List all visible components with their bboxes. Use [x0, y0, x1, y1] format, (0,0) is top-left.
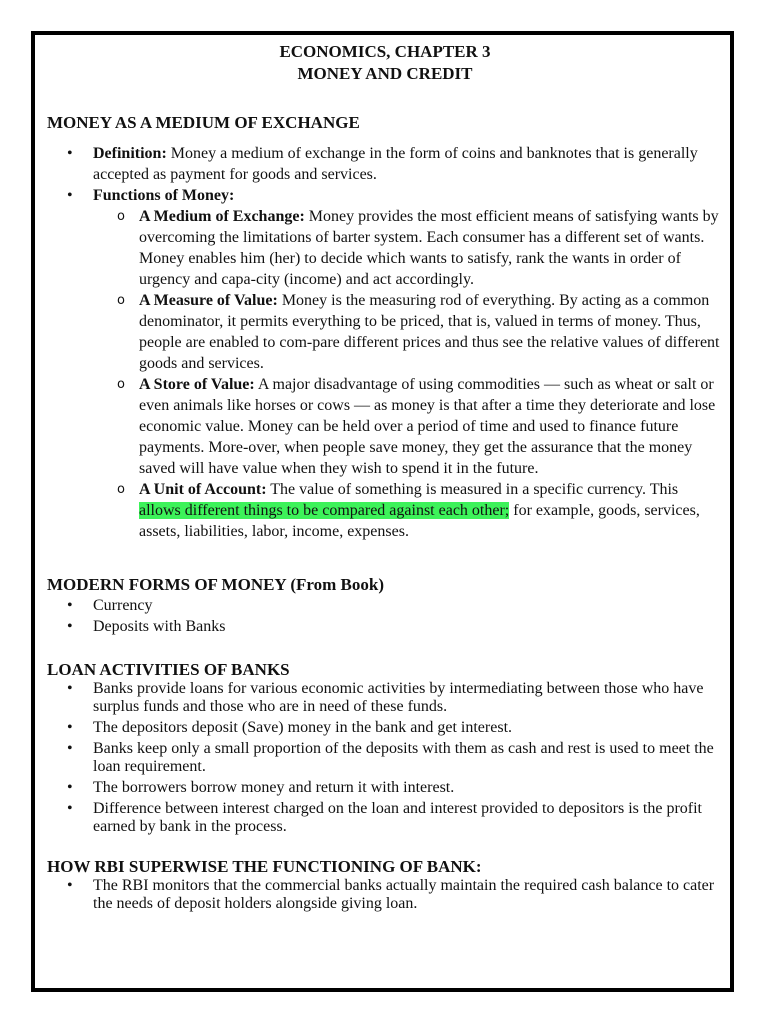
list-item [47, 680, 723, 716]
list-item [47, 779, 723, 797]
list-item-text: Currency [93, 597, 153, 614]
bullet-icon: • [67, 187, 73, 204]
section-heading-loan-activities: LOAN ACTIVITIES OF BANKS [47, 660, 290, 679]
function-unit-of-account [47, 479, 723, 542]
function-text: Money provides the most efficient means of satisfying wants by overcoming the limitations of barter system. Each consumer has a different set of wants. Money enables him (her) to decide which wants to satisfy, rank the wants in order of urgency and capa-city (income) and act accordingly. [139, 208, 719, 288]
sub-bullet-icon: o [117, 209, 125, 224]
functions-label: Functions of Money: [93, 187, 235, 204]
bullet-icon: • [67, 597, 73, 614]
function-text: Money is the measuring rod of everything. By acting as a common denominator, it permits everything to be priced, that is, valued in terms of money. Thus, people are enabled to com-pare different prices and thus see the relative values of different goods and services. [139, 292, 720, 372]
bullet-icon: • [67, 719, 73, 736]
rbi-supervision-list [47, 877, 723, 913]
function-store-of-value [47, 374, 723, 479]
list-item-text: Banks keep only a small proportion of the deposits with them as cash and rest is used to meet the loan requirement. [93, 740, 714, 775]
definition-label: Definition: [93, 145, 167, 162]
list-item [47, 719, 723, 737]
list-item-text: The depositors deposit (Save) money in the bank and get interest. [93, 719, 513, 736]
highlighted-text: allows different things to be compared against each other; [139, 502, 510, 519]
list-item [47, 877, 723, 913]
bullet-icon: • [67, 618, 73, 635]
list-item-text: Banks provide loans for various economic activities by intermediating between those who have surplus funds and those who are in need of these funds. [93, 680, 704, 715]
function-measure-of-value [47, 290, 723, 374]
list-item [47, 800, 723, 836]
bullet-icon: • [67, 680, 73, 697]
list-item-text: Difference between interest charged on the loan and interest provided to depositors is the profit earned by bank in the process. [93, 800, 702, 835]
bullet-icon: • [67, 877, 73, 894]
section-heading-medium-of-exchange: MONEY AS A MEDIUM OF EXCHANGE [47, 113, 360, 132]
bullet-icon: • [67, 800, 73, 817]
list-item [47, 595, 723, 616]
definition-text: Money a medium of exchange in the form of coins and banknotes that is generally accepted as payment for goods and services. [93, 145, 698, 183]
function-text: A major disadvantage of using commodities — such as wheat or salt or even animals like horses or cows — as money is that after a time they deteriorate and lose economic value. Money can be held over a period of time and used to finance future payments. More-over, when people save money, they get the assurance that the money saved will have value when they wish to spend it in the future. [139, 376, 716, 477]
list-item [47, 616, 723, 637]
functions-list [47, 206, 723, 542]
functions-item [47, 185, 723, 542]
function-text-before: The value of something is measured in a specific currency. This [266, 481, 679, 498]
sub-bullet-icon: o [117, 293, 125, 308]
list-item [47, 740, 723, 776]
list-item-text: The RBI monitors that the commercial banks actually maintain the required cash balance to cater the needs of deposit holders alongside giving loan. [93, 877, 715, 912]
medium-of-exchange-list [47, 143, 723, 542]
section-heading-rbi-supervision: HOW RBI SUPERWISE THE FUNCTIONING OF BANK: [47, 857, 482, 876]
function-label: A Measure of Value: [139, 292, 278, 309]
sub-bullet-icon: o [117, 482, 125, 497]
definition-item [47, 143, 723, 185]
function-label: A Medium of Exchange: [139, 208, 305, 225]
modern-forms-list [47, 595, 723, 637]
loan-activities-list [47, 680, 723, 836]
function-label: A Unit of Account: [139, 481, 267, 498]
section-heading-modern-forms: MODERN FORMS OF MONEY (From Book) [47, 575, 384, 594]
document-title-line2: MONEY AND CREDIT [297, 64, 473, 83]
document-body [47, 41, 723, 916]
function-label: A Store of Value: [139, 376, 255, 393]
list-item-text: The borrowers borrow money and return it with interest. [93, 779, 455, 796]
list-item-text: Deposits with Banks [93, 618, 226, 635]
function-text-after: for example, goods, services, assets, liabilities, labor, income, expenses. [139, 502, 700, 540]
bullet-icon: • [67, 740, 73, 757]
bullet-icon: • [67, 779, 73, 796]
function-medium-of-exchange [47, 206, 723, 290]
bullet-icon: • [67, 145, 73, 162]
document-title-line1: ECONOMICS, CHAPTER 3 [279, 42, 491, 61]
sub-bullet-icon: o [117, 377, 125, 392]
